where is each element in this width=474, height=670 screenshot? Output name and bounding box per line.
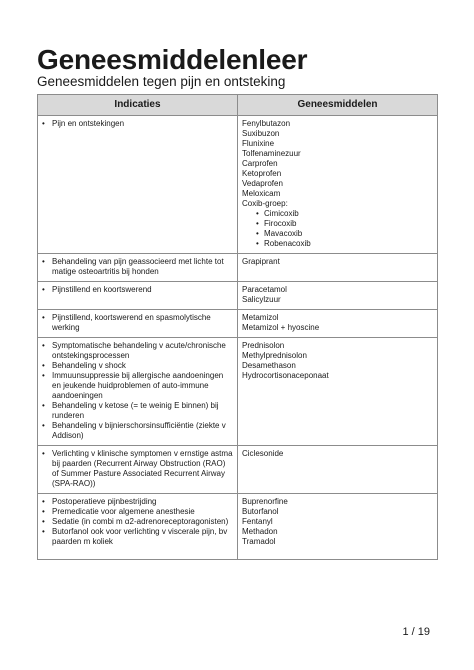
drug-name: Meloxicam [242, 189, 281, 198]
drugs-cell [238, 116, 438, 254]
indications-cell [38, 494, 238, 560]
drug-name: Metamizol + hyoscine [242, 323, 320, 332]
page-number: 1 / 19 [402, 626, 430, 638]
indication-item: • Immuunsuppressie bij allergische aandoeningen en jeukende huidproblemen of auto-immune aandoeningen [42, 371, 233, 401]
drug-name: Fentanyl [242, 517, 273, 526]
indication-item: • Behandeling v ketose (= te weinig E binnen) bij runderen [42, 401, 233, 421]
subdrug-item: • Mavacoxib [256, 229, 433, 239]
indication-item: • Pijnstillend, koortswerend en spasmolytische werking [42, 313, 233, 333]
table-row [38, 310, 438, 338]
drug-name: Desamethason [242, 361, 296, 370]
drug-name: Tramadol [242, 537, 276, 546]
drugs-cell [238, 446, 438, 494]
indication-item: • Behandeling v bijnierschorsinsufficiëntie (ziekte v Addison) [42, 421, 233, 441]
indication-item: • Sedatie (in combi m α2-adrenoreceptoragonisten) [42, 517, 233, 527]
indication-item: • Pijnstillend en koortswerend [42, 285, 233, 295]
indication-item: • Premedicatie voor algemene anesthesie [42, 507, 233, 517]
indications-cell [38, 338, 238, 446]
indications-cell [38, 446, 238, 494]
drug-table [37, 94, 438, 560]
subdrug-item: • Robenacoxib [256, 239, 433, 249]
table-row [38, 494, 438, 560]
indication-item: • Pijn en ontstekingen [42, 119, 233, 129]
drugs-cell [238, 310, 438, 338]
drug-name: Salicylzuur [242, 295, 281, 304]
page-subtitle: Geneesmiddelen tegen pijn en ontsteking [37, 74, 286, 89]
drugs-cell [238, 254, 438, 282]
indications-cell [38, 282, 238, 310]
indication-item: • Verlichting v klinische symptomen v ernstige astma bij paarden (Recurrent Airway Obstruction (RAO) of Summer Pasture Associated Recurrent Airway (SPA-RAO)) [42, 449, 233, 489]
drug-name: Buprenorfine [242, 497, 288, 506]
drug-name: Suxibuzon [242, 129, 280, 138]
drug-group-label: Coxib-groep: [242, 199, 288, 208]
indication-item: • Butorfanol ook voor verlichting v viscerale pijn, bv paarden m koliek [42, 527, 233, 547]
drug-name: Fenylbutazon [242, 119, 291, 128]
table-row [38, 282, 438, 310]
indications-cell [38, 116, 238, 254]
indication-item: • Behandeling v shock [42, 361, 233, 371]
drugs-cell [238, 338, 438, 446]
table-row [38, 116, 438, 254]
table-row [38, 254, 438, 282]
drug-name: Metamizol [242, 313, 279, 322]
indication-item: • Behandeling van pijn geassocieerd met lichte tot matige osteoartritis bij honden [42, 257, 233, 277]
drug-name: Methadon [242, 527, 278, 536]
drugs-cell [238, 494, 438, 560]
subdrug-item: • Cimicoxib [256, 209, 433, 219]
drug-name: Methylprednisolon [242, 351, 307, 360]
indication-item: • Symptomatische behandeling v acute/chronische ontstekingsprocessen [42, 341, 233, 361]
drug-name: Butorfanol [242, 507, 279, 516]
column-header-indicaties: Indicaties [38, 95, 238, 116]
drug-name: Carprofen [242, 159, 278, 168]
indication-item: • Postoperatieve pijnbestrijding [42, 497, 233, 507]
table-header-row [38, 95, 438, 116]
drug-name: Ciclesonide [242, 449, 284, 458]
drug-name: Prednisolon [242, 341, 285, 350]
drug-name: Tolfenaminezuur [242, 149, 301, 158]
table-row [38, 338, 438, 446]
drug-name: Flunixine [242, 139, 275, 148]
table-row [38, 446, 438, 494]
indications-cell [38, 310, 238, 338]
subdrug-item: • Firocoxib [256, 219, 433, 229]
indications-cell [38, 254, 238, 282]
drugs-cell [238, 282, 438, 310]
drug-name: Paracetamol [242, 285, 287, 294]
drug-name: Hydrocortisonaceponaat [242, 371, 329, 380]
drug-name: Ketoprofen [242, 169, 282, 178]
drug-name: Vedaprofen [242, 179, 283, 188]
column-header-geneesmiddelen: Geneesmiddelen [238, 95, 438, 116]
drug-name: Grapiprant [242, 257, 280, 266]
page-title: Geneesmiddelenleer [37, 44, 308, 75]
